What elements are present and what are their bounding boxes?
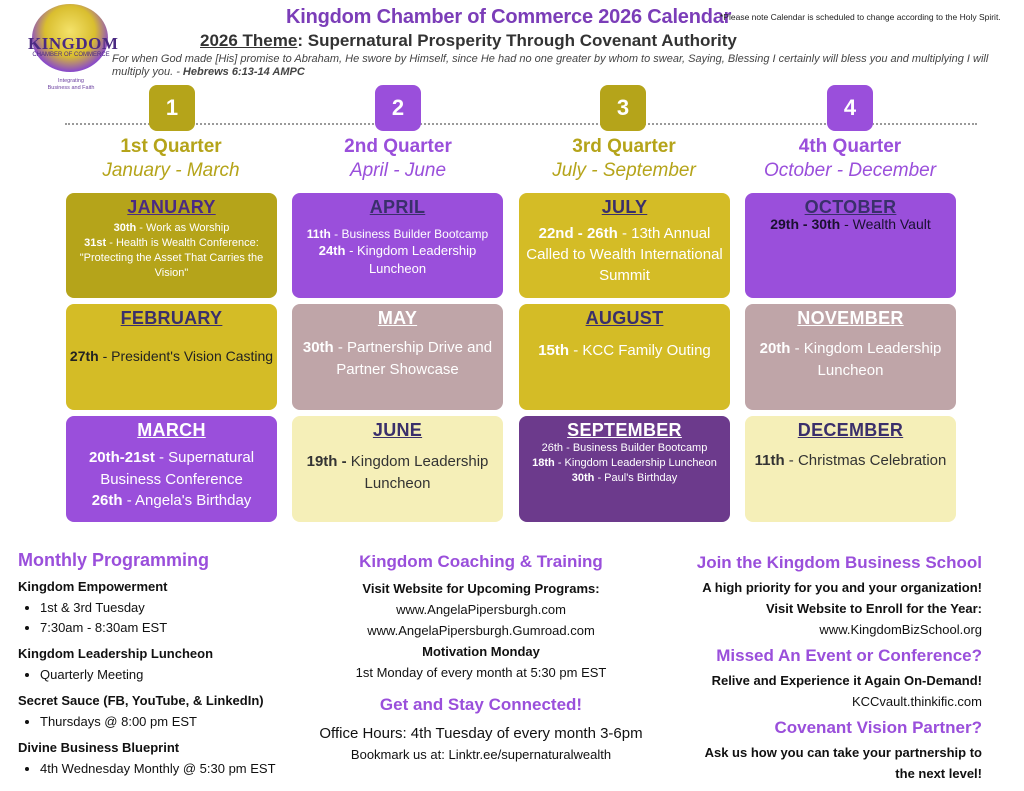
event [519, 223, 730, 286]
event-date: 30th [302, 339, 334, 356]
month-name: JUNE [372, 420, 423, 440]
event-title: - Partnership Drive and Partner Showcase [333, 339, 493, 378]
event-date: 26th [91, 491, 123, 509]
event [292, 242, 503, 277]
month-october [745, 193, 956, 298]
vault-link[interactable]: KCCvault.thinkific.com [851, 694, 982, 709]
quarter-1-months: January - March [102, 160, 240, 181]
event-date: 18th [532, 456, 555, 469]
event [66, 221, 277, 236]
month-name: JANUARY [127, 197, 216, 217]
logo-tagline-1: Integrating [58, 78, 84, 84]
logo-subtitle: CHAMBER OF COMMERCE [32, 52, 110, 58]
event-title: - Kingdom Leadership Luncheon [345, 243, 477, 276]
quarter-4-months: October - December [763, 160, 937, 181]
event [292, 337, 503, 381]
month-name: AUGUST [585, 308, 664, 328]
month-april [292, 193, 503, 298]
website-link[interactable]: www.AngelaPipersburgh.Gumroad.com [367, 623, 595, 638]
monthly-programming [18, 550, 348, 779]
month-name: MAY [377, 308, 418, 328]
kcc-logo [28, 4, 119, 94]
coaching-section [300, 552, 662, 765]
event [519, 456, 730, 471]
event [519, 471, 730, 486]
event-title: - Christmas Celebration [784, 452, 947, 469]
missed-event-line: Relive and Experience it Again On-Demand! [711, 673, 982, 688]
visit-text: Visit Website for Upcoming Programs: [362, 581, 600, 596]
quarter-3-badge: 3 [600, 85, 646, 131]
event-date: 30th [113, 222, 137, 234]
schedule-note: *Please note Calendar is scheduled to change according to the Holy Spirit. [720, 12, 1001, 22]
school-line: Visit Website to Enroll for the Year: [766, 601, 982, 616]
event-title: - Supernatural Business Conference [100, 449, 255, 488]
event-date: 11th [754, 452, 785, 469]
monthly-programming-heading: Monthly Programming [18, 550, 210, 570]
quarter-4-badge: 4 [827, 85, 873, 131]
event-title: - Business Builder Bootcamp [330, 227, 489, 241]
event [519, 341, 730, 361]
theme-line [200, 31, 737, 51]
month-december [745, 416, 956, 522]
missed-event-heading: Missed An Event or Conference? [716, 646, 982, 665]
event-title: Kingdom Leadership Luncheon [346, 453, 489, 492]
month-november [745, 304, 956, 410]
partner-line: Ask us how you can take your partnership to [704, 745, 982, 760]
quarter-3-name: 3rd Quarter [572, 136, 676, 157]
event [745, 215, 956, 234]
event [292, 226, 503, 242]
month-name: FEBRUARY [120, 308, 223, 328]
event-title: - Kingdom Leadership Luncheon [554, 456, 717, 469]
logo-tagline-2: Business and Faith [47, 85, 95, 91]
partner-line: the next level! [895, 766, 982, 781]
school-website-link[interactable]: www.KingdomBizSchool.org [819, 622, 982, 637]
event-date: 29th - 30th [770, 216, 841, 232]
event [66, 347, 277, 366]
event-title: - Work as Worship [136, 222, 230, 234]
coaching-heading: Kingdom Coaching & Training [359, 552, 603, 571]
event-title: - Kingdom Leadership Luncheon [790, 340, 942, 379]
event-title: - Angela's Birthday [122, 491, 252, 509]
month-january [66, 193, 277, 298]
page-title: Kingdom Chamber of Commerce 2026 Calendar [286, 6, 732, 28]
month-name: JULY [601, 197, 648, 217]
website-link[interactable]: www.AngelaPipersburgh.com [396, 602, 566, 617]
event: 26th - Business Builder Bootcamp [541, 442, 708, 454]
month-february [66, 304, 277, 410]
connected-heading: Get and Stay Connected! [379, 695, 583, 714]
program-title: Kingdom Empowerment [18, 579, 168, 594]
month-name: APRIL [369, 197, 426, 217]
quarter-1-name: 1st Quarter [120, 136, 222, 157]
month-name: SEPTEMBER [567, 420, 682, 440]
event-date: 11th [306, 227, 331, 241]
verse-reference: Hebrews 6:13-14 AMPC [182, 66, 305, 78]
event-date: 22nd - 26th [538, 225, 618, 242]
month-september [519, 416, 730, 522]
school-line: A high priority for you and your organization! [702, 580, 982, 595]
theme-label: 2026 Theme [200, 31, 298, 50]
event-date: 15th [538, 342, 570, 359]
quarter-2-name: 2nd Quarter [344, 136, 452, 157]
quarter-3-months: July - September [552, 160, 696, 181]
event-date: 24th [318, 243, 346, 259]
month-name: MARCH [137, 420, 206, 440]
logo-word: KINGDOM [28, 34, 119, 53]
event [745, 451, 956, 471]
list-item: • 7:30am - 8:30am EST [40, 618, 348, 638]
scripture-verse [112, 53, 992, 79]
program-title: Kingdom Leadership Luncheon [18, 646, 214, 661]
list-item: • 1st & 3rd Tuesday [40, 598, 348, 618]
event-title: - Paul's Birthday [594, 471, 678, 484]
month-june [292, 416, 503, 522]
theme-text: : Supernatural Prosperity Through Covenant Authority [297, 31, 737, 50]
event [66, 236, 277, 281]
program-title: Secret Sauce (FB, YouTube, & LinkedIn) [18, 693, 264, 708]
event-title: - 13th Annual Called to Wealth International Summit [526, 225, 723, 284]
event-title: - President's Vision Casting [98, 348, 274, 364]
event-date: 20th-21st [88, 449, 155, 466]
month-july [519, 193, 730, 298]
month-may [292, 304, 503, 410]
month-march [66, 416, 277, 522]
list-item: • Quarterly Meeting [40, 665, 348, 685]
verse-text: For when God made [His] promise to Abraham, He swore by Himself, since He had no one greater by whom to swear, Saying, Blessing I certainly will bless you and multiplying I will multiply you. - [112, 53, 989, 78]
logo-tagline [28, 78, 114, 92]
list-item: • Thursdays @ 8:00 pm EST [40, 712, 348, 732]
list-item: • 4th Wednesday Monthly @ 5:30 pm EST [40, 759, 348, 779]
motivation-title: Motivation Monday [422, 644, 540, 659]
event [66, 447, 277, 491]
office-hours: Office Hours: 4th Tuesday of every month 3-6pm [319, 725, 643, 742]
event-date: 20th [759, 340, 791, 357]
month-august [519, 304, 730, 410]
event [292, 451, 503, 495]
event [745, 338, 956, 382]
bookmark-link[interactable]: Bookmark us at: Linktr.ee/supernaturalwealth [350, 747, 612, 762]
event-date: 30th [571, 471, 595, 484]
quarter-1-badge: 1 [149, 85, 195, 131]
partner-heading: Covenant Vision Partner? [774, 718, 982, 737]
event-title: - Wealth Vault [840, 216, 931, 232]
motivation-time: 1st Monday of every month at 5:30 pm EST [355, 665, 607, 680]
event-title: - Health is Wealth Conference: "Protecting the Asset That Carries the Vision" [79, 236, 264, 279]
quarter-4-name: 4th Quarter [798, 136, 902, 157]
month-name: DECEMBER [797, 420, 904, 440]
month-name: NOVEMBER [797, 308, 904, 328]
school-heading: Join the Kingdom Business School [696, 553, 982, 572]
event-title: - KCC Family Outing [569, 342, 711, 359]
event-date: 27th [69, 348, 99, 364]
event-date: 31st [84, 236, 107, 249]
event [66, 491, 277, 511]
quarter-2-months: April - June [349, 160, 447, 181]
event-date: 19th - [306, 453, 347, 470]
month-name: OCTOBER [804, 197, 897, 217]
program-title: Divine Business Blueprint [18, 740, 180, 755]
quarter-2-badge: 2 [375, 85, 421, 131]
business-school-section [640, 553, 982, 784]
